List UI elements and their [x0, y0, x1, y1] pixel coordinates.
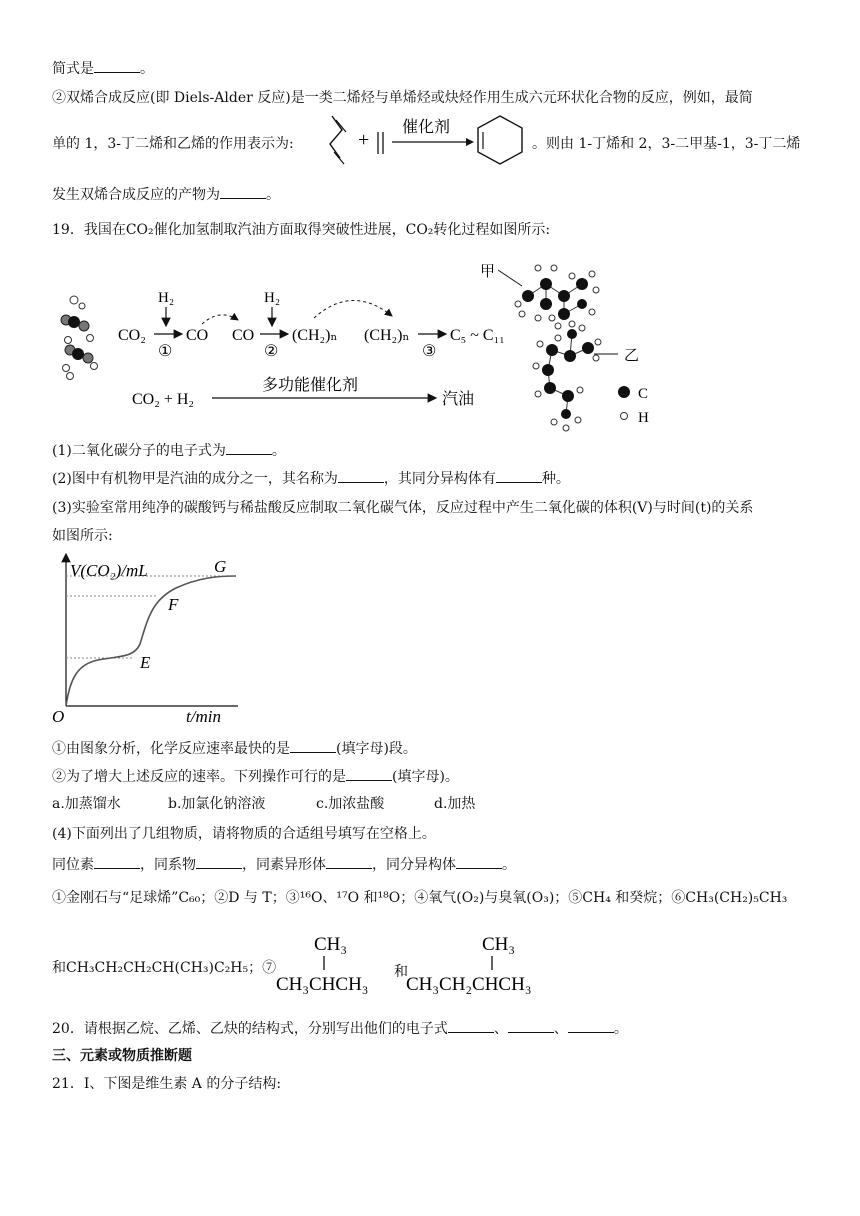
q19-part4-blanks: 同位素 ，同系物 ，同素异形体 ，同分异构体 。: [52, 854, 516, 875]
molecule-yi-image: [533, 325, 601, 431]
text-line-4: 发生双烯合成反应的产物为 。: [52, 184, 280, 205]
answer-blank[interactable]: [94, 58, 140, 73]
svg-text:汽油: 汽油: [442, 391, 475, 408]
option-a: a.加蒸馏水: [52, 796, 121, 812]
q19-part3-2: ②为了增大上述反应的速率。下列操作可行的是 (填字母)。: [52, 766, 459, 787]
svg-text:CO: CO: [186, 327, 209, 344]
svg-text:和: 和: [394, 965, 408, 980]
diels-alder-reaction: [320, 110, 530, 176]
point-label-g: G: [214, 557, 227, 576]
question-19: 19．我国在CO₂催化加氢制取汽油方面取得突破性进展，CO₂转化过程如图所示:: [52, 222, 551, 238]
svg-text:C₅ ~ C₁₁: C₅ ~ C₁₁: [450, 327, 505, 344]
structure-7: [276, 928, 566, 1000]
answer-blank[interactable]: [94, 854, 140, 869]
x-axis-label: t/min: [186, 707, 221, 726]
point-label-e: E: [140, 653, 151, 672]
catalyst-label: 催化剂: [402, 119, 451, 136]
plus-sign: +: [358, 129, 370, 151]
substance-list-2: 和CH₃CH₂CH₂CH(CH₃)C₂H₅；⑦: [52, 960, 277, 976]
label-jia: 甲: [480, 264, 496, 280]
option-c: c.加浓盐酸: [316, 796, 385, 812]
svg-text:①: ①: [158, 343, 173, 360]
svg-text:CH₃: CH₃: [482, 934, 516, 955]
q19-part2: (2)图中有机物甲是汽油的成分之一，其名称为 ，其同分异构体有 种。: [52, 468, 570, 489]
q19-part3-1: ①由图象分析，化学反应速率最快的是 (填字母)段。: [52, 738, 417, 759]
svg-text:②: ②: [264, 343, 279, 360]
section-3-heading: 三、元素或物质推断题: [52, 1048, 192, 1064]
answer-blank[interactable]: [290, 738, 336, 753]
svg-text:CO₂: CO₂: [118, 327, 146, 344]
option-b: b.加氯化钠溶液: [168, 796, 266, 812]
molecule-jia-image: [515, 265, 599, 329]
answer-blank[interactable]: [326, 854, 372, 869]
svg-text:H₂: H₂: [264, 290, 281, 306]
svg-text:CO: CO: [232, 327, 255, 344]
co2-molecules-image: [61, 296, 98, 380]
answer-blank[interactable]: [456, 854, 502, 869]
svg-text:C: C: [638, 386, 649, 402]
svg-text:H: H: [638, 410, 649, 426]
q19-part1: (1)二氧化碳分子的电子式为 。: [52, 440, 286, 461]
legend-carbon-marker: [618, 386, 630, 398]
text-line-1: 简式是 。: [52, 58, 154, 79]
answer-blank[interactable]: [338, 468, 384, 483]
answer-blank[interactable]: [448, 1018, 494, 1033]
substance-list-1: ①金刚石与“足球烯”C₆₀；②D 与 T；③¹⁶O、¹⁷O 和¹⁸O；④氧气(O₂)与臭氧(O₃)；⑤CH₄ 和癸烷；⑥CH₃(CH₂)₅CH₃: [52, 890, 788, 906]
answer-blank[interactable]: [196, 854, 242, 869]
y-axis-label: V(CO₂)/mL: [70, 561, 148, 580]
point-label-f: F: [168, 595, 179, 614]
label-yi: 乙: [624, 348, 640, 364]
question-21: 21．I、下图是维生素 A 的分子结构:: [52, 1076, 282, 1092]
text-line-2: ②双烯合成反应(即 Diels-Alder 反应)是一类二烯烃与单烯烃或炔烃作用生成六元环状化合物的反应，例如，最简: [52, 90, 753, 106]
options-row: [52, 794, 475, 814]
q19-part3b: 如图所示:: [52, 528, 113, 544]
co2-volume-chart: [48, 548, 248, 726]
answer-blank[interactable]: [346, 766, 392, 781]
svg-text:H₂: H₂: [158, 290, 175, 306]
answer-blank[interactable]: [568, 1018, 614, 1033]
svg-text:CH₃CH₂CHCH₃: CH₃CH₂CHCH₃: [406, 974, 532, 995]
origin-label: O: [52, 707, 65, 726]
answer-blank[interactable]: [508, 1018, 554, 1033]
question-20: 20．请根据乙烷、乙烯、乙炔的结构式，分别写出他们的电子式 、 、 。: [52, 1018, 628, 1039]
svg-text:CH₃CHCH₃: CH₃CHCH₃: [276, 974, 369, 995]
answer-blank[interactable]: [220, 184, 266, 199]
svg-text:多功能催化剂: 多功能催化剂: [262, 377, 359, 394]
q19-part3a: (3)实验室常用纯净的碳酸钙与稀盐酸反应制取二氧化碳气体，反应过程中产生二氧化碳的体积(V)与时间(t)的关系: [52, 500, 754, 516]
svg-text:CH₃: CH₃: [314, 934, 348, 955]
svg-text:CO₂ + H₂: CO₂ + H₂: [132, 391, 194, 408]
text-line-3b: 。则由 1-丁烯和 2，3-二甲基-1，3-丁二烯: [532, 136, 801, 152]
legend-hydrogen-marker: [621, 413, 628, 420]
q19-part4: (4)下面列出了几组物质，请将物质的合适组号填写在空格上。: [52, 826, 436, 842]
svg-text:(CH₂)ₙ: (CH₂)ₙ: [364, 327, 410, 344]
option-d: d.加热: [434, 796, 476, 812]
svg-text:③: ③: [422, 343, 437, 360]
text-line-3: 单的 1，3-丁二烯和乙烯的作用表示为:: [52, 136, 294, 152]
answer-blank[interactable]: [496, 468, 542, 483]
co2-conversion-scheme: [52, 254, 672, 434]
svg-text:(CH₂)ₙ: (CH₂)ₙ: [292, 327, 338, 344]
answer-blank[interactable]: [226, 440, 272, 455]
